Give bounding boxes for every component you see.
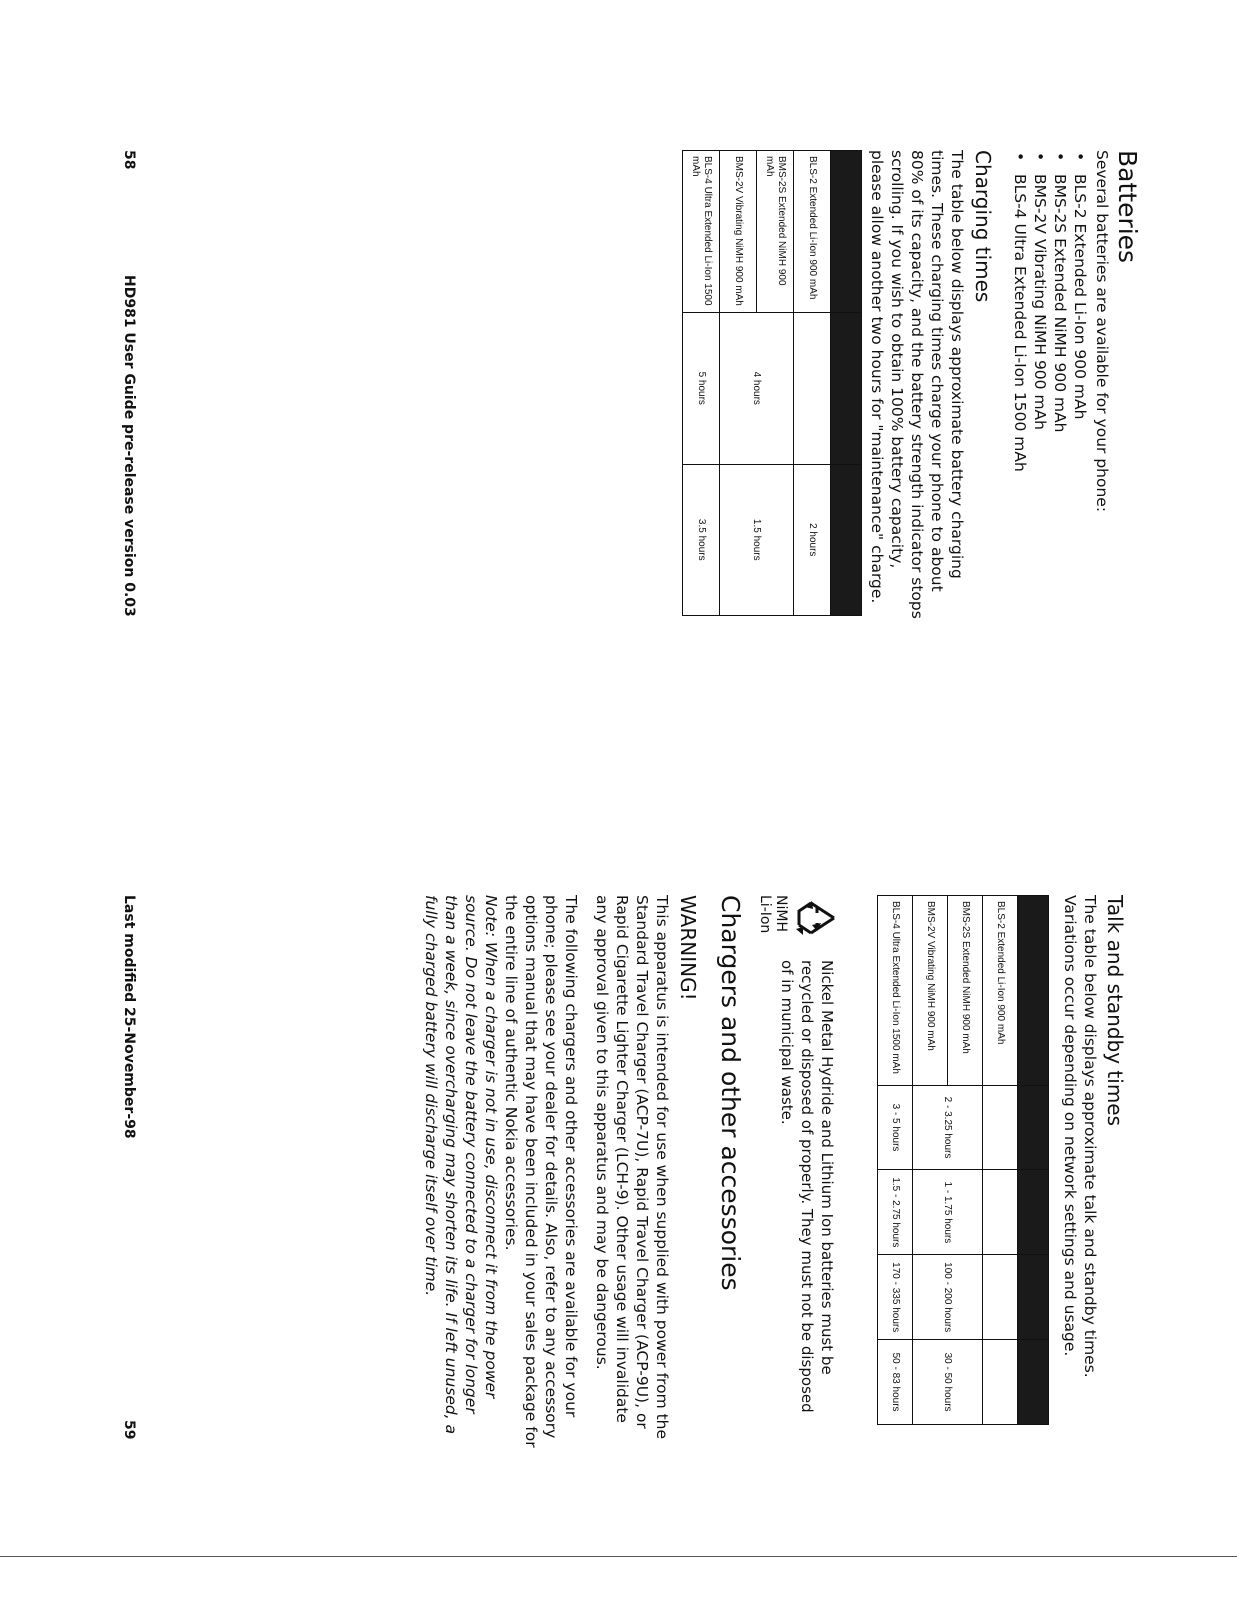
charge-time-cell: 4 hours: [720, 313, 794, 464]
battery-list-item: • BMS-2V Vibrating NiMH 900 mAh: [1030, 174, 1050, 472]
li-ion-label: Li-Ion: [757, 895, 773, 934]
recycle-text: Nickel Metal Hydride and Lithium Ion batteries must be recycled or disposed of properly. They must not be disposed of in municipal waste.: [778, 960, 836, 1413]
chargers-title: Chargers and other accessories: [716, 895, 745, 1291]
footer-title: HD981 User Guide pre-release version 0.03: [121, 275, 137, 617]
scan-edge-line: [0, 1556, 1237, 1557]
table-row: [983, 896, 1018, 1425]
header-cell: [831, 313, 862, 464]
last-modified: Last modified 25-November-98: [121, 895, 137, 1139]
battery-name-cell: BLS-2 Extended Li-Ion 900 mAh: [794, 151, 831, 313]
recycle-icon: [793, 895, 839, 941]
nimh-label: NiMH: [773, 895, 789, 932]
talk-standby-text: The table below displays approximate talk and standby times. Variations occur depending on network settings and usage.: [1061, 895, 1099, 1378]
page-number: 59: [121, 1420, 137, 1440]
charging-times-text: The table below displays approximate battery charging times. These charging times charge your phone to about 80% of its capacity, and the battery strength indicator stops scrolling. If you wish to obtain 100% battery capacity, please allow another two hours for "maintenance" charge.: [868, 150, 966, 619]
time-cell: 50 - 83 hours: [878, 1340, 913, 1425]
time-cell: 170 - 335 hours: [878, 1255, 913, 1340]
charge-time-cell: 2 hours: [794, 464, 831, 616]
accessories-text: The following chargers and other accessories are available for your phone; please see your dealer for details. Also, refer to any accessory options manual that may have been included in your sales package for the entire line of authentic Nokia accessories.: [502, 895, 580, 1448]
warning-title: WARNING!: [676, 895, 700, 1001]
time-cell: 1.5 - 2.75 hours: [878, 1170, 913, 1255]
table-row: [757, 151, 794, 616]
header-cell: [1018, 1255, 1049, 1340]
batteries-title: Batteries: [1113, 150, 1142, 264]
header-cell: [1018, 1085, 1049, 1170]
battery-list: [1010, 150, 1090, 472]
table-row: [794, 151, 831, 616]
talk-standby-title: Talk and standby times: [1103, 895, 1127, 1127]
battery-name-cell: BMS-2S Extended NiMH 900 mAh: [948, 896, 983, 1086]
charging-times-title: Charging times: [971, 150, 995, 303]
charging-times-table: [682, 150, 862, 616]
table-row: [683, 151, 720, 616]
table-header-row: [1018, 896, 1049, 1425]
time-cell: [983, 1085, 1018, 1170]
empty-cell: [794, 313, 831, 464]
time-cell: [983, 1170, 1018, 1255]
time-cell: [983, 1255, 1018, 1340]
page-59: [0, 800, 1237, 1600]
charge-time-cell: 3.5 hours: [683, 464, 720, 616]
battery-name-cell: BLS-2 Extended Li-Ion 900 mAh: [983, 896, 1018, 1086]
time-cell: [983, 1340, 1018, 1425]
time-cell: 100 - 200 hours: [913, 1255, 983, 1340]
battery-list-item: • BLS-2 Extended Li-Ion 900 mAh: [1070, 174, 1090, 472]
header-cell: [831, 151, 862, 313]
talk-standby-table: [877, 895, 1049, 1425]
charge-time-cell: 5 hours: [683, 313, 720, 464]
table-row: [878, 896, 913, 1425]
table-header-row: [831, 151, 862, 616]
header-cell: [831, 464, 862, 616]
battery-name-cell: BMS-2V Vibrating NiMH 900 mAh: [720, 151, 757, 313]
batteries-intro: Several batteries are available for your phone:: [1093, 150, 1111, 513]
battery-name-cell: BMS-2V Vibrating NiMH 900 mAh: [913, 896, 948, 1086]
battery-name-cell: BLS-4 Ultra Extended Li-Ion 1500 mAh: [683, 151, 720, 313]
battery-list-item: • BMS-2S Extended NiMH 900 mAh: [1050, 174, 1070, 472]
time-cell: 2 - 3.25 hours: [913, 1085, 983, 1170]
time-cell: 3 - 5 hours: [878, 1085, 913, 1170]
charger-note: Note: When a charger is not in use, disconnect it from the power source. Do not leave the battery connected to a charger for longer than a week, since overcharging may shorten its life. If left unused, a fully charged battery will discharge itself over time.: [422, 895, 500, 1435]
table-row: [948, 896, 983, 1425]
time-cell: 1 - 1.75 hours: [913, 1170, 983, 1255]
page-number: 58: [121, 150, 137, 170]
time-cell: 30 - 50 hours: [913, 1340, 983, 1425]
battery-list-item: • BLS-4 Ultra Extended Li-Ion 1500 mAh: [1010, 174, 1030, 472]
header-cell: [1018, 1340, 1049, 1425]
battery-name-cell: BMS-2S Extended NiMH 900 mAh: [757, 151, 794, 313]
header-cell: [1018, 1170, 1049, 1255]
warning-text: This apparatus is intended for use when supplied with power from the Standard Travel Charger (ACP-7U), Rapid Travel Charger (ACP-9U), or Rapid Cigarette Lighter Charger (LCH-9). Other usage will invalidate any approval given to this apparatus and may be dangerous.: [593, 895, 671, 1440]
battery-name-cell: BLS-4 Ultra Extended Li-Ion 1500 mAh: [878, 896, 913, 1086]
charge-time-cell: 1.5 hours: [720, 464, 794, 616]
header-cell: [1018, 896, 1049, 1086]
